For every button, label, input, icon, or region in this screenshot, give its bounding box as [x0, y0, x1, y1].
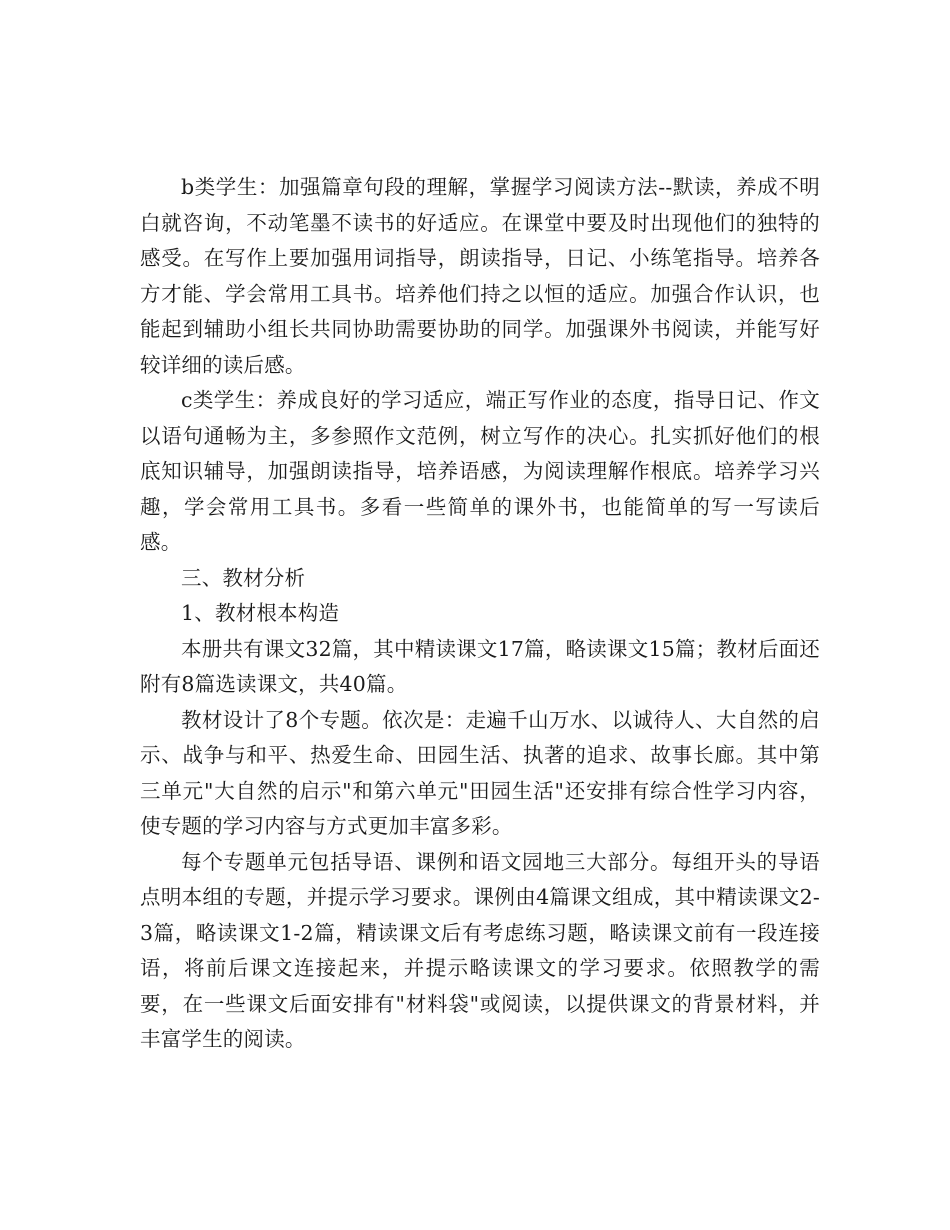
paragraph-lesson-count: 本册共有课文32篇，其中精读课文17篇，略读课文15篇；教材后面还附有8篇选读课文，共40篇。 — [140, 636, 820, 696]
paragraph-c-students: c类学生：养成良好的学习适应，端正写作业的态度，指导日记、作文以语句通畅为主，多参照作文范例，树立写作的决心。扎实抓好他们的根底知识辅导，加强朗读指导，培养语感，为阅读理解作根底。培养学习兴趣，学会常用工具书。多看一些简单的课外书，也能简单的写一写读后感。 — [140, 388, 820, 554]
section-heading-textbook-analysis: 三、教材分析 — [181, 565, 306, 590]
document-body — [140, 170, 820, 1058]
paragraph-b-students: b类学生：加强篇章句段的理解，掌握学习阅读方法--默读，养成不明白就咨询，不动笔墨不读书的好适应。在课堂中要及时出现他们的独特的感受。在写作上要加强用词指导，朗读指导，日记、小练笔指导。培养各方才能、学会常用工具书。培养他们持之以恒的适应。加强合作认识，也能起到辅助小组长共同协助需要协助的同学。加强课外书阅读，并能写好较详细的读后感。 — [140, 175, 820, 377]
paragraph-topics: 教材设计了8个专题。依次是：走遍千山万水、以诚待人、大自然的启示、战争与和平、热爱生命、田园生活、执著的追求、故事长廊。其中第三单元"大自然的启示"和第六单元"田园生活"还安排有综合性学习内容，使专题的学习内容与方式更加丰富多彩。 — [140, 707, 820, 838]
paragraph-unit-structure: 每个专题单元包括导语、课例和语文园地三大部分。每组开头的导语点明本组的专题，并提示学习要求。课例由4篇课文组成，其中精读课文2-3篇，略读课文1-2篇，精读课文后有考虑练习题，略读课文前有一段连接语，将前后课文连接起来，并提示略读课文的学习要求。依照教学的需要，在一些课文后面安排有"材料袋"或阅读，以提供课文的背景材料，并丰富学生的阅读。 — [140, 849, 820, 1051]
subheading-textbook-structure: 1、教材根本构造 — [181, 601, 340, 625]
